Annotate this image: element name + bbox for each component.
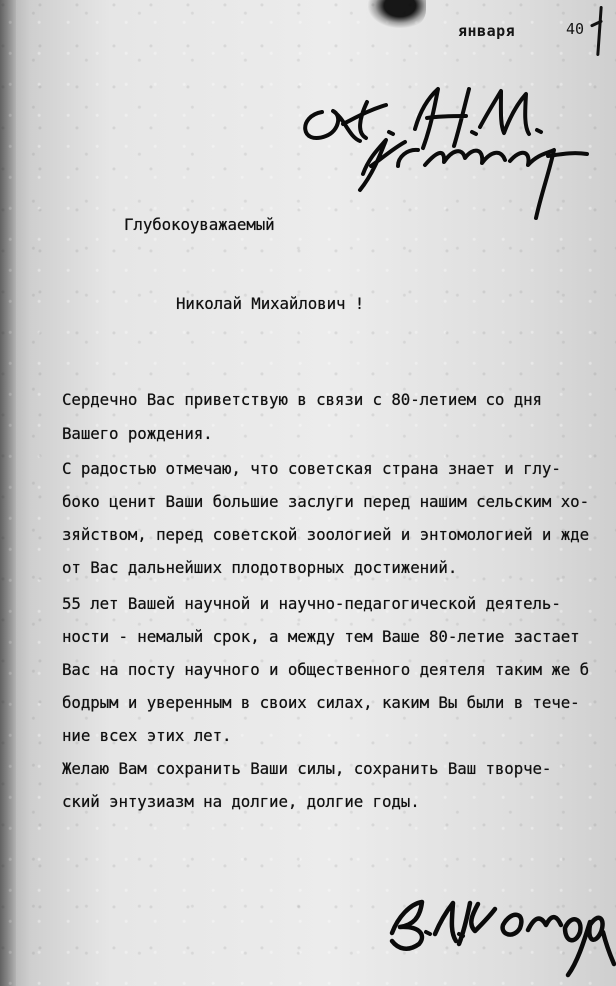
body-line: боко ценит Ваши большие заслуги перед нашим сельским хо- [62,492,589,511]
header-month: января [458,22,516,40]
body-line: Вашего рождения. [62,424,213,443]
body-line: 55 лет Вашей научной и научно-педагогической деятель- [62,594,561,613]
recipient-name: Николай Михайлович ! [176,294,365,313]
annotation-handwriting [305,89,587,218]
body-line: ский энтузиазм на долгие, долгие годы. [62,792,420,811]
signature-handwriting [392,902,614,975]
body-line: С радостью отмечаю, что советская страна знает и глу- [62,459,561,478]
archive-mark-stroke [596,6,602,56]
body-line: Желаю Вам сохранить Ваши силы, сохранить Ваш творче- [62,759,552,778]
body-line: Сердечно Вас приветствую в связи с 80-летием со дня [62,390,542,409]
salutation: Глубокоуважаемый [124,215,275,234]
body-line: от Вас дальнейших плодотворных достижений. [62,558,458,577]
body-line: ние всех этих лет. [62,726,232,745]
scan-left-shadow [0,0,16,986]
body-line: ности - немалый срок, а между тем Ваше 80-летие застает [62,627,580,646]
body-line: зяйством, перед советской зоологией и энтомологией и жде [62,525,589,544]
body-line: бодрым и уверенным в своих силах, каким Вы были в тече- [62,693,580,712]
header-number: 40 [566,20,585,38]
body-line: Вас на посту научного и общественного деятеля таким же б [62,660,589,679]
ink-smudge [368,0,426,28]
